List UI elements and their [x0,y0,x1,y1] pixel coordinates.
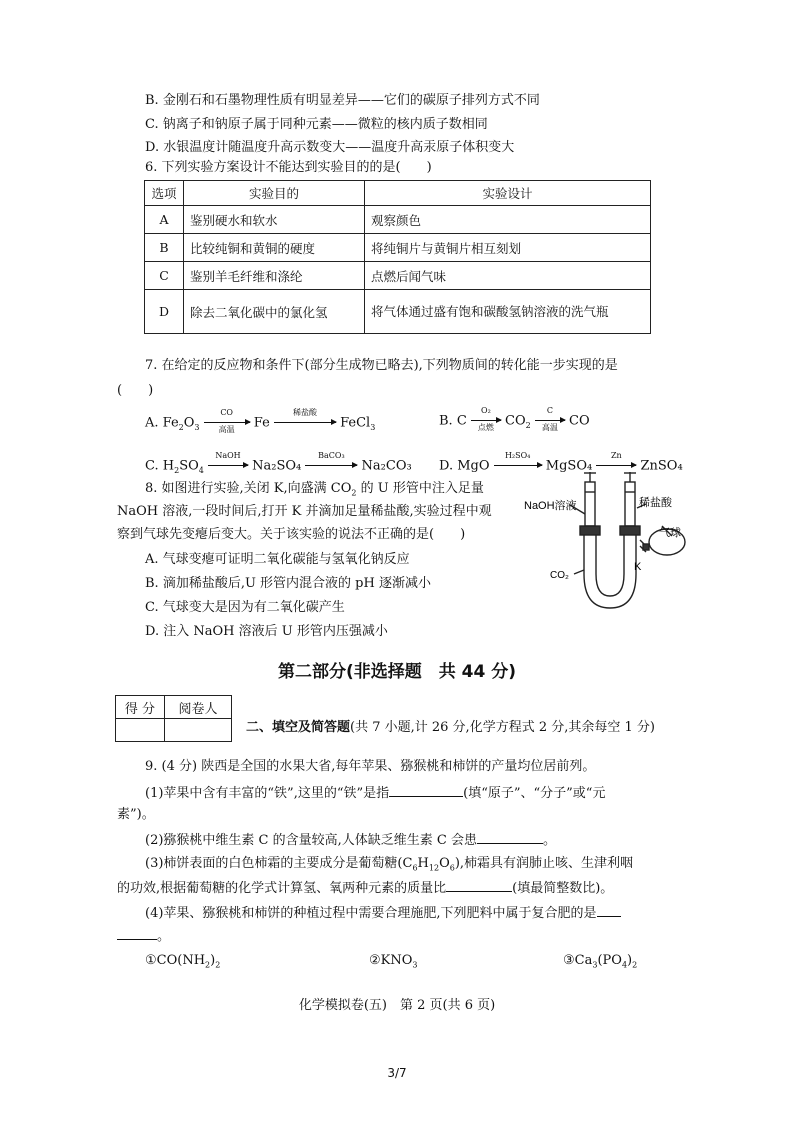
label-balloon: 气球 [659,527,681,539]
reaction-arrow-icon: O₂ 点燃 [471,412,501,430]
table-row [145,234,651,262]
q9-part2: (2)猕猴桃中维生素 C 的含量较高,人体缺乏维生素 C 会患 。 [145,833,556,848]
reaction-arrow-icon: NaOH [208,457,248,475]
q9-part4: (4)苹果、猕猴桃和柿饼的种植过程中需要合理施肥,下列肥料中属于复合肥的是 [145,904,621,923]
label-naoh: NaOH溶液 [524,500,577,512]
q9-part1: (1)苹果中含有丰富的“铁”,这里的“铁”是指 (填“原子”、“分子”或“元 [145,786,606,801]
q9-fertilizer-2: $②KNO_3$ [369,953,418,970]
score-blank[interactable] [116,719,165,742]
table-row [145,206,651,234]
part-two-heading: 第二部分(非选择题 共 44 分) [277,662,517,682]
reviewer-label: 阅卷人 [165,696,232,719]
q8-option-c: C. 气球变大是因为有二氧化碳产生 [145,600,345,615]
score-box [115,695,232,742]
page-number: 3/7 [387,1066,407,1080]
q7-option-a: A. $Fe_2O_3$ CO 高温 Fe 稀盐酸 FeCl$_3$ [145,408,376,434]
header-purpose: 实验目的 [184,181,365,206]
row-purpose: 鉴别羊毛纤维和涤纶 [184,262,365,290]
q6-table [144,180,651,334]
row-option: D [145,290,184,334]
reaction-arrow-icon: CO 高温 [204,414,250,432]
header-design: 实验设计 [365,181,651,206]
prev-option-d: D. 水银温度计随温度升高示数变大——温度升高汞原子体积变大 [145,140,515,155]
page-footer: 化学模拟卷(五) 第 2 页(共 6 页) [298,998,496,1013]
reaction-arrow-icon: Zn [596,457,636,475]
row-design: 将气体通过盛有饱和碳酸氢钠溶液的洗气瓶 [365,290,651,334]
prev-option-c: C. 钠离子和钠原子属于同种元素——微粒的核内质子数相同 [145,117,488,132]
q9-part4-cont: 。 [117,927,170,946]
answer-blank[interactable] [597,904,621,917]
reaction-arrow-icon: 稀盐酸 [274,414,336,432]
u-tube-apparatus-figure [522,470,700,615]
q8-stem-line3: 察到气球先变瘪后变大。关于该实验的说法不正确的是( ) [117,527,466,542]
row-design: 观察颜色 [365,206,651,234]
answer-blank[interactable] [477,831,543,844]
row-purpose: 除去二氧化碳中的氯化氢 [184,290,365,334]
q7-stem: 7. 在给定的反应物和条件下(部分生成物已略去),下列物质间的转化能一步实现的是 [145,358,618,373]
q7-option-c: C. $H_2SO_4$ NaOH Na₂SO₄ BaCO₃ Na₂CO₃ [145,451,412,476]
score-label: 得 分 [116,696,165,719]
reaction-arrow-icon: C 高温 [535,412,565,430]
q8-option-d: D. 注入 NaOH 溶液后 U 形管内压强减小 [145,624,388,639]
answer-blank[interactable] [446,879,512,892]
table-row [145,262,651,290]
label-hcl: 稀盐酸 [639,497,672,509]
q9-fertilizer-1: $①CO(NH_2)_2$ [145,953,221,970]
reaction-arrow-icon: H₂SO₄ [494,457,542,475]
section-title: 二、填空及简答题(共 7 小题,计 26 分,化学方程式 2 分,其余每空 1 分) [246,720,655,735]
q9-part3-cont: 的功效,根据葡萄糖的化学式计算氢、氧两种元素的质量比 (填最简整数比)。 [117,881,614,896]
answer-blank[interactable] [389,784,463,797]
q6-stem: 6. 下列实验方案设计不能达到实验目的的是( ) [145,160,432,175]
q8-stem-line1: 8. 如图进行实验,关闭 K,向盛满 $CO_2$ 的 U 形管中注入足量 [145,481,484,498]
reviewer-blank[interactable] [165,719,232,742]
q9-fertilizer-3: $③Ca_3(PO_4)_2$ [563,953,638,970]
row-option: A [145,206,184,234]
label-co2: CO₂ [550,570,569,581]
prev-option-b: B. 金刚石和石墨物理性质有明显差异——它们的碳原子排列方式不同 [145,93,540,108]
q7-option-d: D. MgO H₂SO₄ MgSO₄ Zn ZnSO₄ [439,451,683,474]
q9-stem: 9. (4 分) 陕西是全国的水果大省,每年苹果、猕猴桃和柿饼的产量均位居前列。 [145,759,596,774]
row-purpose: 鉴别硬水和软水 [184,206,365,234]
reaction-arrow-icon: BaCO₃ [305,457,357,475]
label-k: K [634,561,642,573]
row-design: 点燃后闻气味 [365,262,651,290]
header-option: 选项 [145,181,184,206]
q9-part3: (3)柿饼表面的白色柿霜的主要成分是葡萄糖$(C_6H_{12}O_6)$,柿霜具有润肺止咳、生津利咽 [145,856,634,873]
table-row [145,290,651,334]
q7-stem-paren: ( ) [117,383,154,398]
q8-stem-line2: NaOH 溶液,一段时间后,打开 K 并滴加足量稀盐酸,实验过程中观 [117,504,492,519]
row-design: 将纯铜片与黄铜片相互刻划 [365,234,651,262]
table-header-row [145,181,651,206]
q7-option-b: B. C O₂ 点燃 $CO_2$ C 高温 CO [439,406,590,432]
q9-part1-cont: 素”)。 [117,807,155,822]
q8-option-a: A. 气球变瘪可证明二氧化碳能与氢氧化钠反应 [145,552,410,567]
row-purpose: 比较纯铜和黄铜的硬度 [184,234,365,262]
q8-option-b: B. 滴加稀盐酸后,U 形管内混合液的 pH 逐渐减小 [145,576,431,591]
row-option: C [145,262,184,290]
row-option: B [145,234,184,262]
answer-blank[interactable] [117,927,157,940]
